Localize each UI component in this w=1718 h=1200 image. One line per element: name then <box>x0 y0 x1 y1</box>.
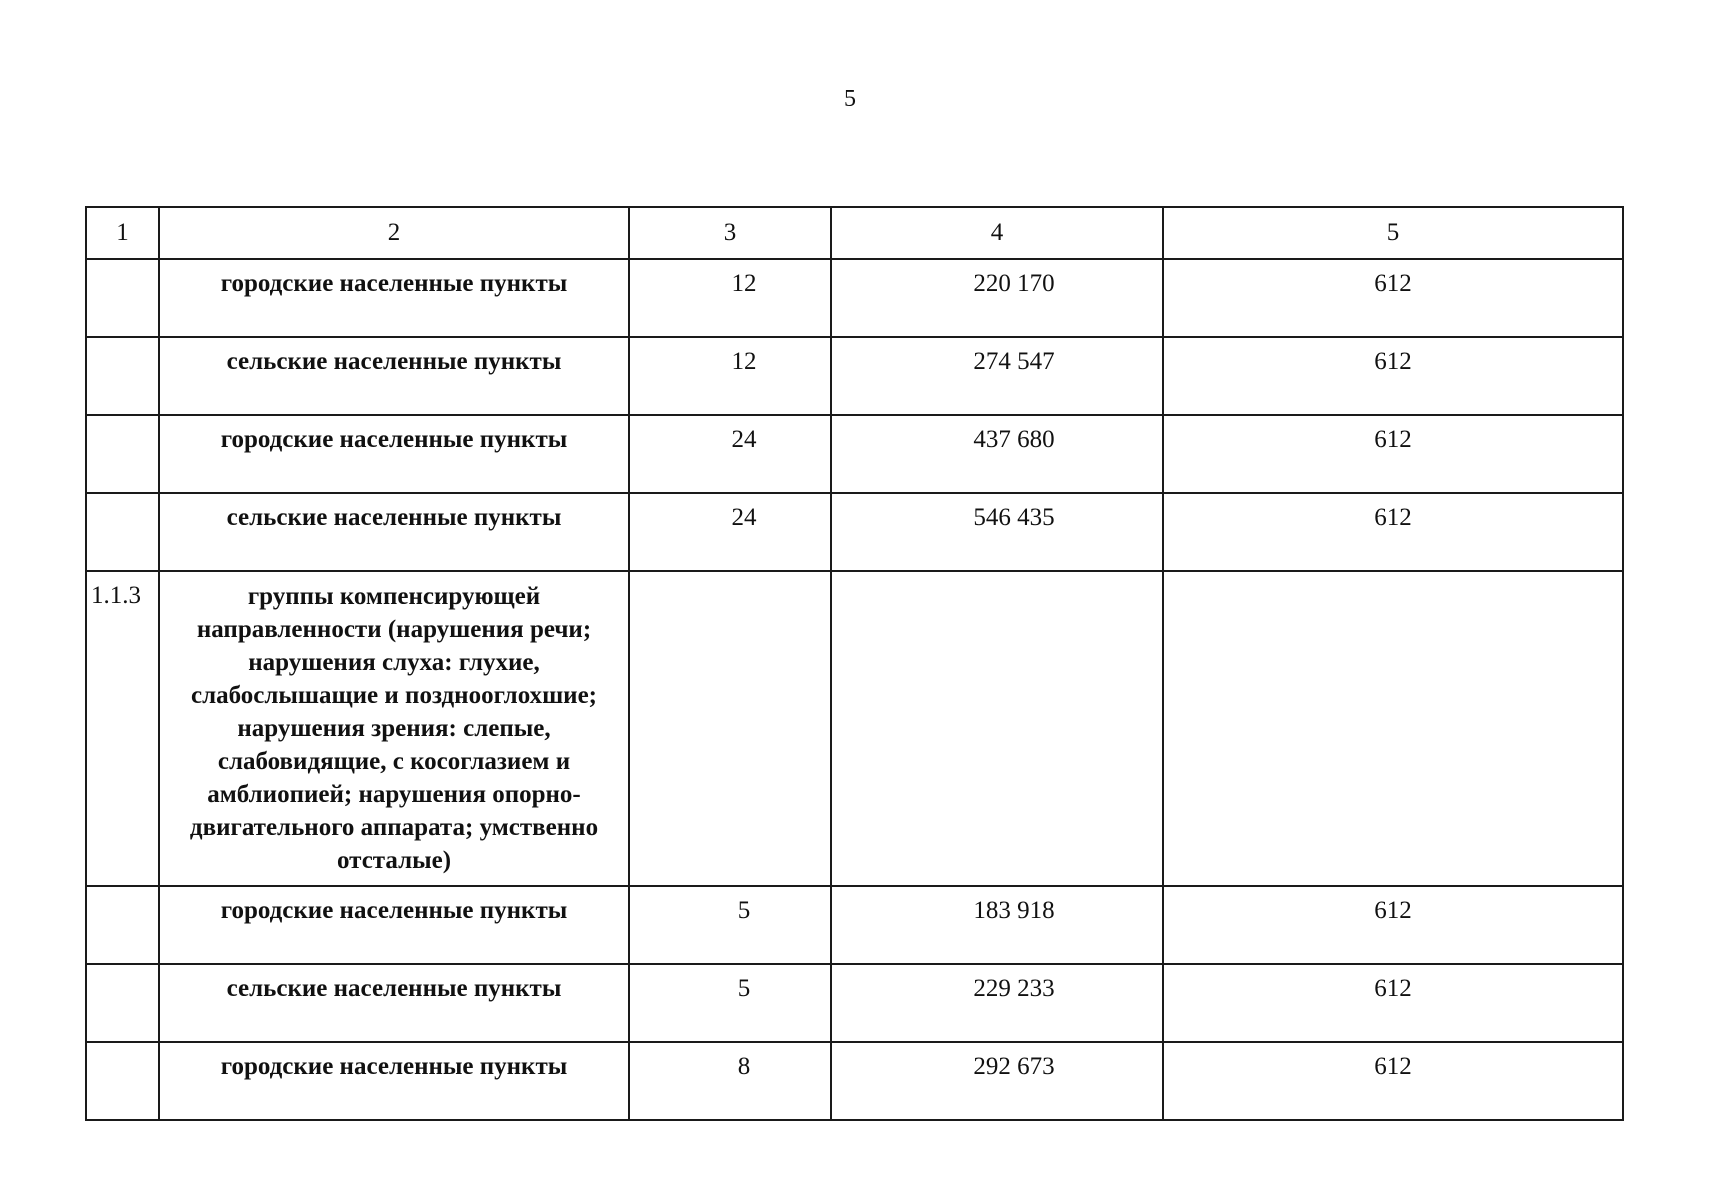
row-label-cell: сельские населенные пункты <box>159 964 629 1042</box>
row-code-cell <box>86 1042 159 1120</box>
header-cell-3: 3 <box>629 207 831 259</box>
row-qty-cell: 12 <box>629 337 831 415</box>
row-code5-cell: 612 <box>1163 259 1623 337</box>
row-amount-cell: 546 435 <box>831 493 1163 571</box>
row-code5-cell: 612 <box>1163 886 1623 964</box>
row-qty-cell: 24 <box>629 415 831 493</box>
table-row <box>86 415 1623 493</box>
row-code5-cell: 612 <box>1163 415 1623 493</box>
row-qty-cell: 24 <box>629 493 831 571</box>
table-row <box>86 1042 1623 1120</box>
row-code-cell <box>86 886 159 964</box>
table-row <box>86 337 1623 415</box>
row-label-cell: сельские населенные пункты <box>159 337 629 415</box>
row-code-cell <box>86 964 159 1042</box>
table-row <box>86 886 1623 964</box>
row-code5-cell: 612 <box>1163 337 1623 415</box>
row-label-cell: городские населенные пункты <box>159 886 629 964</box>
row-amount-cell: 220 170 <box>831 259 1163 337</box>
row-label-cell: сельские населенные пункты <box>159 493 629 571</box>
page-number: 5 <box>844 86 856 112</box>
header-cell-1: 1 <box>86 207 159 259</box>
table-group-row <box>86 571 1623 886</box>
row-code-cell <box>86 337 159 415</box>
row-amount-cell: 437 680 <box>831 415 1163 493</box>
row-group-label-cell: группы компенсирующей направленности (нарушения речи; нарушения слуха: глухие, слабослышащие и позднооглохшие; нарушения зрения: слепые, слабовидящие, с косоглазием и амблиопией; нарушения опорно-двигательного аппарата; умственно отсталые) <box>159 571 629 886</box>
row-code5-cell: 612 <box>1163 964 1623 1042</box>
row-code5-cell <box>1163 571 1623 886</box>
row-code-cell <box>86 493 159 571</box>
table-row <box>86 493 1623 571</box>
table-row <box>86 964 1623 1042</box>
row-amount-cell: 274 547 <box>831 337 1163 415</box>
table-row <box>86 259 1623 337</box>
row-code5-cell: 612 <box>1163 1042 1623 1120</box>
table-header-row <box>86 207 1623 259</box>
row-label-cell: городские населенные пункты <box>159 415 629 493</box>
row-amount-cell: 292 673 <box>831 1042 1163 1120</box>
row-code-cell <box>86 415 159 493</box>
row-label-cell: городские населенные пункты <box>159 259 629 337</box>
row-qty-cell <box>629 571 831 886</box>
row-amount-cell: 229 233 <box>831 964 1163 1042</box>
row-qty-cell: 5 <box>629 886 831 964</box>
row-qty-cell: 5 <box>629 964 831 1042</box>
row-code5-cell: 612 <box>1163 493 1623 571</box>
row-label-cell: городские населенные пункты <box>159 1042 629 1120</box>
header-cell-4: 4 <box>831 207 1163 259</box>
row-code-cell <box>86 259 159 337</box>
data-table <box>85 206 1624 1121</box>
row-qty-cell: 8 <box>629 1042 831 1120</box>
row-amount-cell <box>831 571 1163 886</box>
row-qty-cell: 12 <box>629 259 831 337</box>
header-cell-2: 2 <box>159 207 629 259</box>
row-code-cell: 1.1.3 <box>86 571 159 886</box>
header-cell-5: 5 <box>1163 207 1623 259</box>
row-amount-cell: 183 918 <box>831 886 1163 964</box>
